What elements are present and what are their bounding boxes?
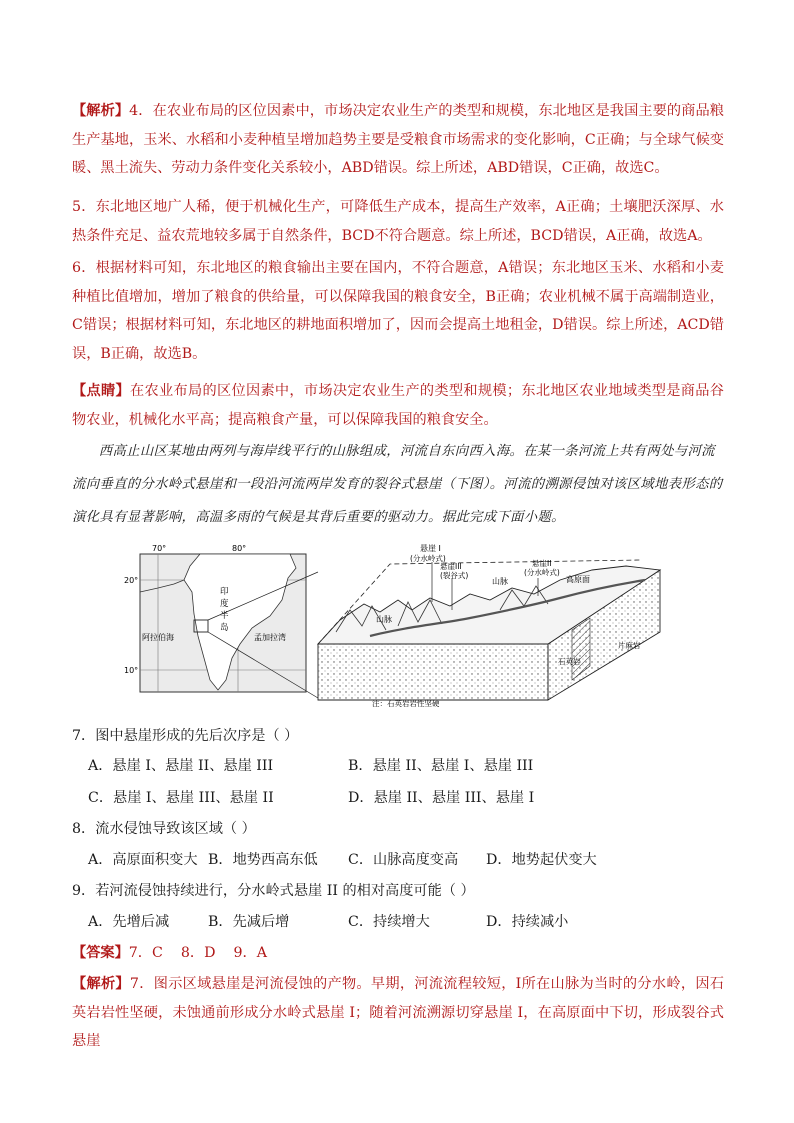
lon-80-label: 80° xyxy=(232,544,247,553)
q9-option-c[interactable]: C．持续增大 xyxy=(348,914,430,930)
peninsula-char-2: 度 xyxy=(220,599,229,609)
mountain-left-label: 山脉 xyxy=(376,615,392,624)
analysis-text-5: 5．东北地区地广人稀，便于机械化生产，可降低生产成本，提高生产效率，A正确；土壤肥沃深厚、水热条件充足、益农荒地较多属于自然条件，BCD不符合题意。综上所述，BCD错误，A正确，故选A。 xyxy=(72,199,724,244)
cliff-figure xyxy=(124,540,680,708)
comment-paragraph xyxy=(72,377,724,434)
q7-option-a[interactable]: A．悬崖 I、悬崖 II、悬崖 III xyxy=(88,758,274,774)
answer-line xyxy=(72,943,267,963)
peninsula-char-3: 半 xyxy=(220,611,229,621)
q8-option-a[interactable]: A．高原面积变大 xyxy=(88,852,198,868)
analysis-tag: 【解析】 xyxy=(72,103,130,119)
analysis-text-4: 4．在农业布局的区位因素中，市场决定农业生产的类型和规模，东北地区是我国主要的商品粮生产基地，玉米、水稻和小麦种植呈增加趋势主要是受粮食市场需求的变化影响，C正确；与全球气候变暖、黑土流失、劳动力条件变化关系较小，ABD错误。综上所述，ABD错误，C正确，故选C。 xyxy=(72,103,724,176)
quartzite-label: 石英岩 xyxy=(558,657,581,666)
analysis-paragraph-4 xyxy=(72,97,724,183)
analysis-text-6: 6．根据材料可知，东北地区的粮食输出主要在国内，不符合题意，A错误；东北地区玉米、水稻和小麦种植比值增加，增加了粮食的供给量，可以保障我国的粮食安全，B正确；农业机械不属于高端制造业，C错误；根据材料可知，东北地区的耕地面积增加了，因而会提高土地租金，D错误。综上所述，ACD错误，B正确，故选B。 xyxy=(72,260,724,362)
cliff-1-sub: (分水岭式) xyxy=(410,554,446,563)
analysis-text-7: 7．图示区域悬崖是河流侵蚀的产物。早期，河流流程较短，I所在山脉为当时的分水岭，因石英岩岩性坚硬，未蚀通前形成分水岭式悬崖 I；随着河流溯源切穿悬崖 I，在高原面中下切，形成裂谷式悬崖 xyxy=(72,976,724,1049)
q7-option-b[interactable]: B．悬崖 II、悬崖 I、悬崖 III xyxy=(348,758,534,774)
answer-tag: 【答案】 xyxy=(72,945,129,961)
material-paragraph: 西高止山区某地由两列与海岸线平行的山脉组成，河流自东向西入海。在某一条河流上共有两处与河流流向垂直的分水岭式悬崖和一段沿河流两岸发育的裂谷式悬崖（下图）。河流的溯源侵蚀对该区域地表形态的演化具有显著影响，高温多雨的气候是其背后重要的驱动力。据此完成下面小题。 xyxy=(72,444,723,525)
q7-option-c[interactable]: C．悬崖 I、悬崖 III、悬崖 II xyxy=(88,790,274,806)
q9-option-a[interactable]: A．先增后减 xyxy=(88,914,170,930)
gneiss-label: 片麻岩 xyxy=(618,641,641,650)
block-diagram xyxy=(318,543,660,708)
lat-10-label: 10° xyxy=(124,666,139,675)
peninsula-char-4: 岛 xyxy=(220,623,229,633)
arabian-sea-label: 阿拉伯海 xyxy=(142,633,174,642)
plateau-label: 高原面 xyxy=(566,575,590,584)
cliff-3-sub: (裂谷式) xyxy=(440,571,469,580)
q8-option-c[interactable]: C．山脉高度变高 xyxy=(348,852,459,868)
q8-option-b[interactable]: B．地势西高东低 xyxy=(208,852,318,868)
cliff-2-sub: (分水岭式) xyxy=(524,568,560,577)
analysis-paragraph-5 xyxy=(72,193,724,250)
india-map xyxy=(124,544,318,698)
lat-20-label: 20° xyxy=(124,576,139,585)
lon-70-label: 70° xyxy=(152,544,167,553)
analysis-paragraph-6 xyxy=(72,254,724,368)
comment-tag: 【点睛】 xyxy=(72,383,130,399)
cliff-3-label: 悬崖III xyxy=(440,562,462,571)
q7-option-d[interactable]: D．悬崖 II、悬崖 III、悬崖 I xyxy=(348,790,535,806)
mountain-mid-label: 山脉 xyxy=(492,577,508,586)
analysis2-tag: 【解析】 xyxy=(72,976,130,992)
comment-text: 在农业布局的区位因素中，市场决定农业生产的类型和规模；东北地区农业地域类型是商品谷物农业，机械化水平高；提高粮食产量，可以保障我国的粮食安全。 xyxy=(72,383,724,428)
figure-note: 注：石英岩岩性坚硬 xyxy=(372,699,440,708)
q9-stem: 9．若河流侵蚀持续进行，分水岭式悬崖 II 的相对高度可能（ ） xyxy=(72,883,475,899)
cliff-1-label: 悬崖 I xyxy=(420,544,441,553)
q8-option-d[interactable]: D．地势起伏变大 xyxy=(486,852,597,868)
q7-stem: 7．图中悬崖形成的先后次序是（ ） xyxy=(72,728,299,744)
q9-option-d[interactable]: D．持续减小 xyxy=(486,914,569,930)
cliff-2-label: 悬崖II xyxy=(532,559,552,568)
analysis-paragraph-7 xyxy=(72,970,724,1056)
q9-option-b[interactable]: B．先减后增 xyxy=(208,914,290,930)
answer-text: 7．C 8．D 9．A xyxy=(128,945,267,961)
bay-of-bengal-label: 孟加拉湾 xyxy=(254,633,286,642)
q8-stem: 8．流水侵蚀导致该区域（ ） xyxy=(72,821,256,837)
peninsula-char-1: 印 xyxy=(220,587,229,597)
